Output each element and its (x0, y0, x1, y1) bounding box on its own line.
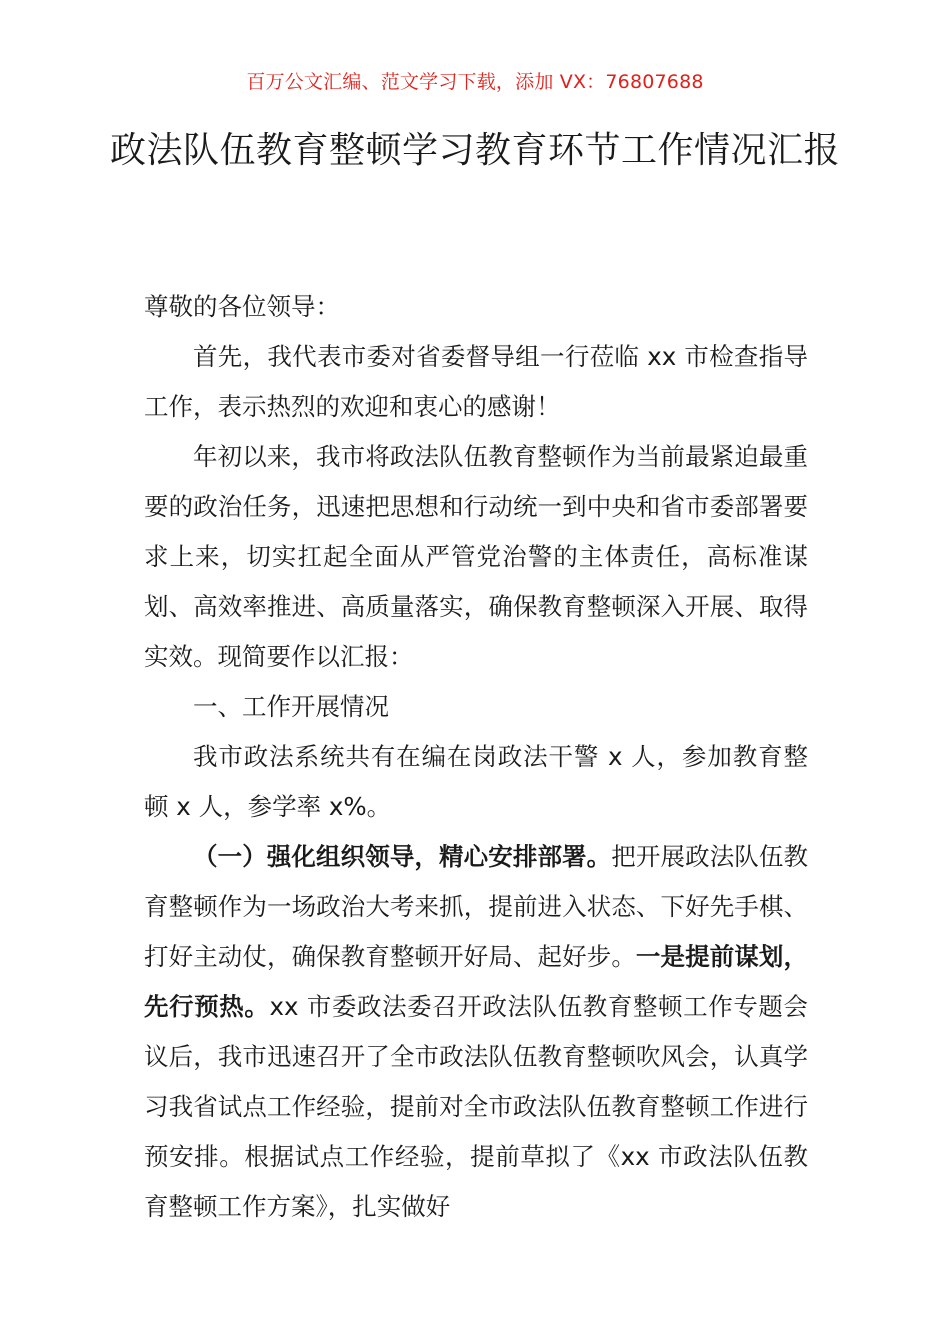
salutation: 尊敬的各位领导： (144, 292, 340, 321)
paragraph-welcome: 首先，我代表市委对省委督导组一行莅临 xx 市检查指导工作，表示热烈的欢迎和衷心的感谢！ (144, 342, 808, 421)
point-heading: 一是提前谋划，先行预热。 (144, 942, 808, 1021)
document-title: 政法队伍教育整顿学习教育环节工作情况汇报 (110, 130, 841, 171)
point-text: xx 市委政法委召开政法队伍教育整顿工作专题会议后，我市迅速召开了全市政法队伍教育整顿吹风会，认真学习我省试点工作经验，提前对全市政法队伍教育整顿工作进行预安排。根据试点工作经验，提前草拟了《xx 市政法队伍教育整顿工作方案》，扎实做好 (144, 992, 808, 1221)
paragraph-intro: 年初以来，我市将政法队伍教育整顿作为当前最紧迫最重要的政治任务，迅速把思想和行动统一到中央和省市委部署要求上来，切实扛起全面从严管党治警的主体责任，高标准谋划、高效率推进、高质量落实，确保教育整顿深入开展、取得实效。现简要作以汇报： (144, 442, 808, 671)
promo-banner: 百万公文汇编、范文学习下载，添加 VX：76807688 (246, 71, 704, 93)
subsection-text: 把开展政法队伍教育整顿作为一场政治大考来抓，提前进入状态、下好先手棋、打好主动仗，确保教育整顿开好局、起好步。 (144, 842, 809, 971)
subsection-heading: （一）强化组织领导，精心安排部署。 (193, 842, 612, 871)
section-heading: 一、工作开展情况 (193, 692, 389, 721)
document-body (144, 282, 808, 1232)
paragraph-stats: 我市政法系统共有在编在岗政法干警 x 人，参加教育整顿 x 人，参学率 x%。 (144, 742, 808, 821)
paragraph-organization (144, 832, 808, 1232)
